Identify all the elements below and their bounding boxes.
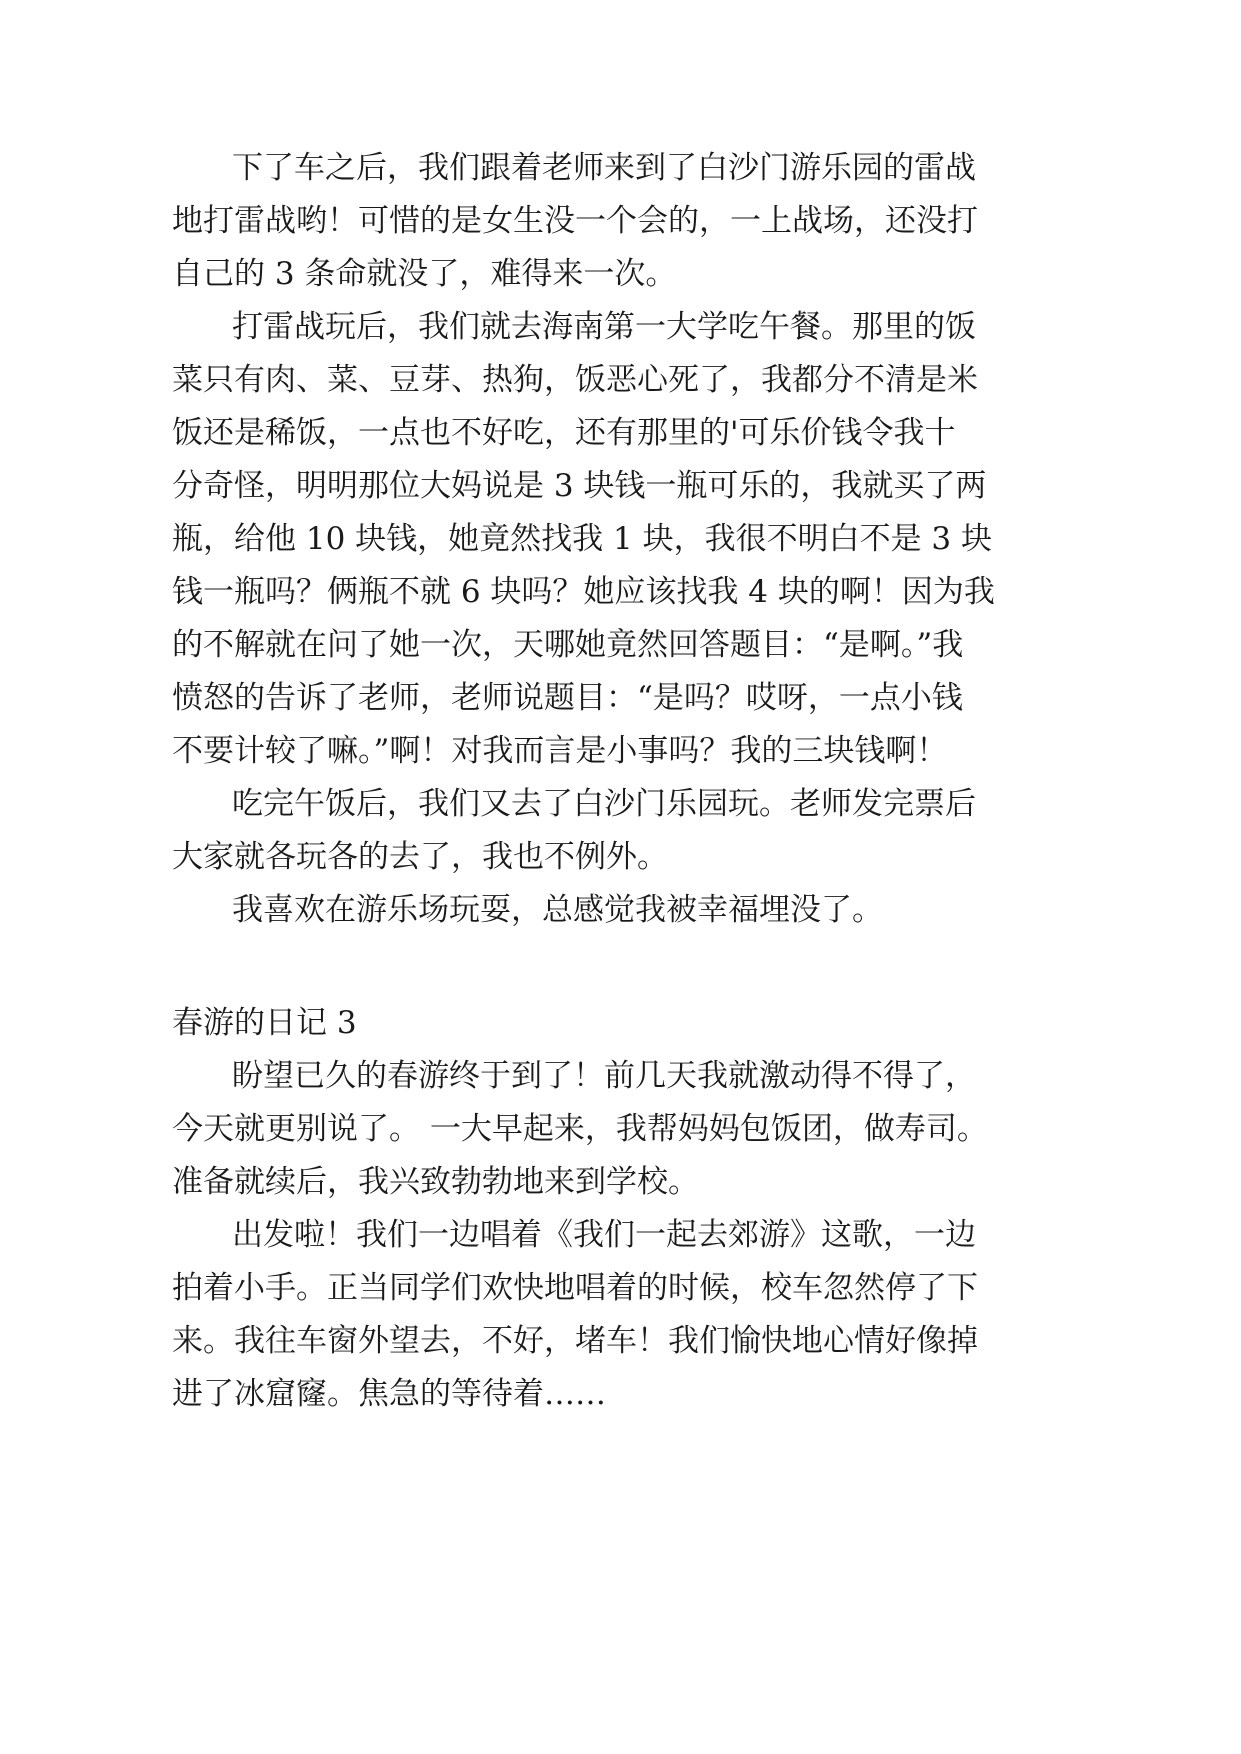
text-line: 准备就续后，我兴致勃勃地来到学校。 xyxy=(172,1164,699,1200)
section-title: 春游的日记 3 xyxy=(172,1005,357,1041)
text-line: 下了车之后，我们跟着老师来到了白沙门游乐园的雷战 xyxy=(232,150,976,186)
text-line: 来。我往车窗外望去，不好，堵车！我们愉快地心情好像掉 xyxy=(172,1323,978,1359)
text-line: 分奇怪，明明那位大妈说是 3 块钱一瓶可乐的，我就买了两 xyxy=(172,468,987,504)
text-line: 进了冰窟窿。焦急的等待着…… xyxy=(172,1376,606,1412)
text-line: 饭还是稀饭，一点也不好吃，还有那里的'可乐价钱令我十 xyxy=(172,415,956,451)
text-line: 我喜欢在游乐场玩耍，总感觉我被幸福埋没了。 xyxy=(232,892,883,928)
text-line: 不要计较了嘛。”啊！对我而言是小事吗？我的三块钱啊！ xyxy=(172,733,948,769)
text-line: 今天就更别说了。 一大早起来，我帮妈妈包饭团，做寿司。 xyxy=(172,1111,988,1147)
text-line: 瓶，给他 10 块钱，她竟然找我 1 块，我很不明白不是 3 块 xyxy=(172,521,993,557)
text-line: 拍着小手。正当同学们欢快地唱着的时候，校车忽然停了下 xyxy=(172,1270,978,1306)
text-line: 出发啦！我们一边唱着《我们一起去郊游》这歌，一边 xyxy=(232,1217,976,1253)
text-line: 的不解就在问了她一次，天哪她竟然回答题目：“是啊。”我 xyxy=(172,627,964,663)
text-line: 菜只有肉、菜、豆芽、热狗，饭恶心死了，我都分不清是米 xyxy=(172,362,978,398)
text-line: 钱一瓶吗？俩瓶不就 6 块吗？她应该找我 4 块的啊！因为我 xyxy=(172,574,995,610)
text-line: 自己的 3 条命就没了，难得来一次。 xyxy=(172,256,677,292)
text-line: 打雷战玩后，我们就去海南第一大学吃午餐。那里的饭 xyxy=(232,309,976,345)
text-line: 盼望已久的春游终于到了！前几天我就激动得不得了， xyxy=(232,1058,976,1094)
text-line: 大家就各玩各的去了，我也不例外。 xyxy=(172,839,668,875)
text-line: 吃完午饭后，我们又去了白沙门乐园玩。老师发完票后 xyxy=(232,786,976,822)
text-line: 愤怒的告诉了老师，老师说题目：“是吗？哎呀，一点小钱 xyxy=(172,680,963,716)
text-line: 地打雷战哟！可惜的是女生没一个会的，一上战场，还没打 xyxy=(172,203,978,239)
